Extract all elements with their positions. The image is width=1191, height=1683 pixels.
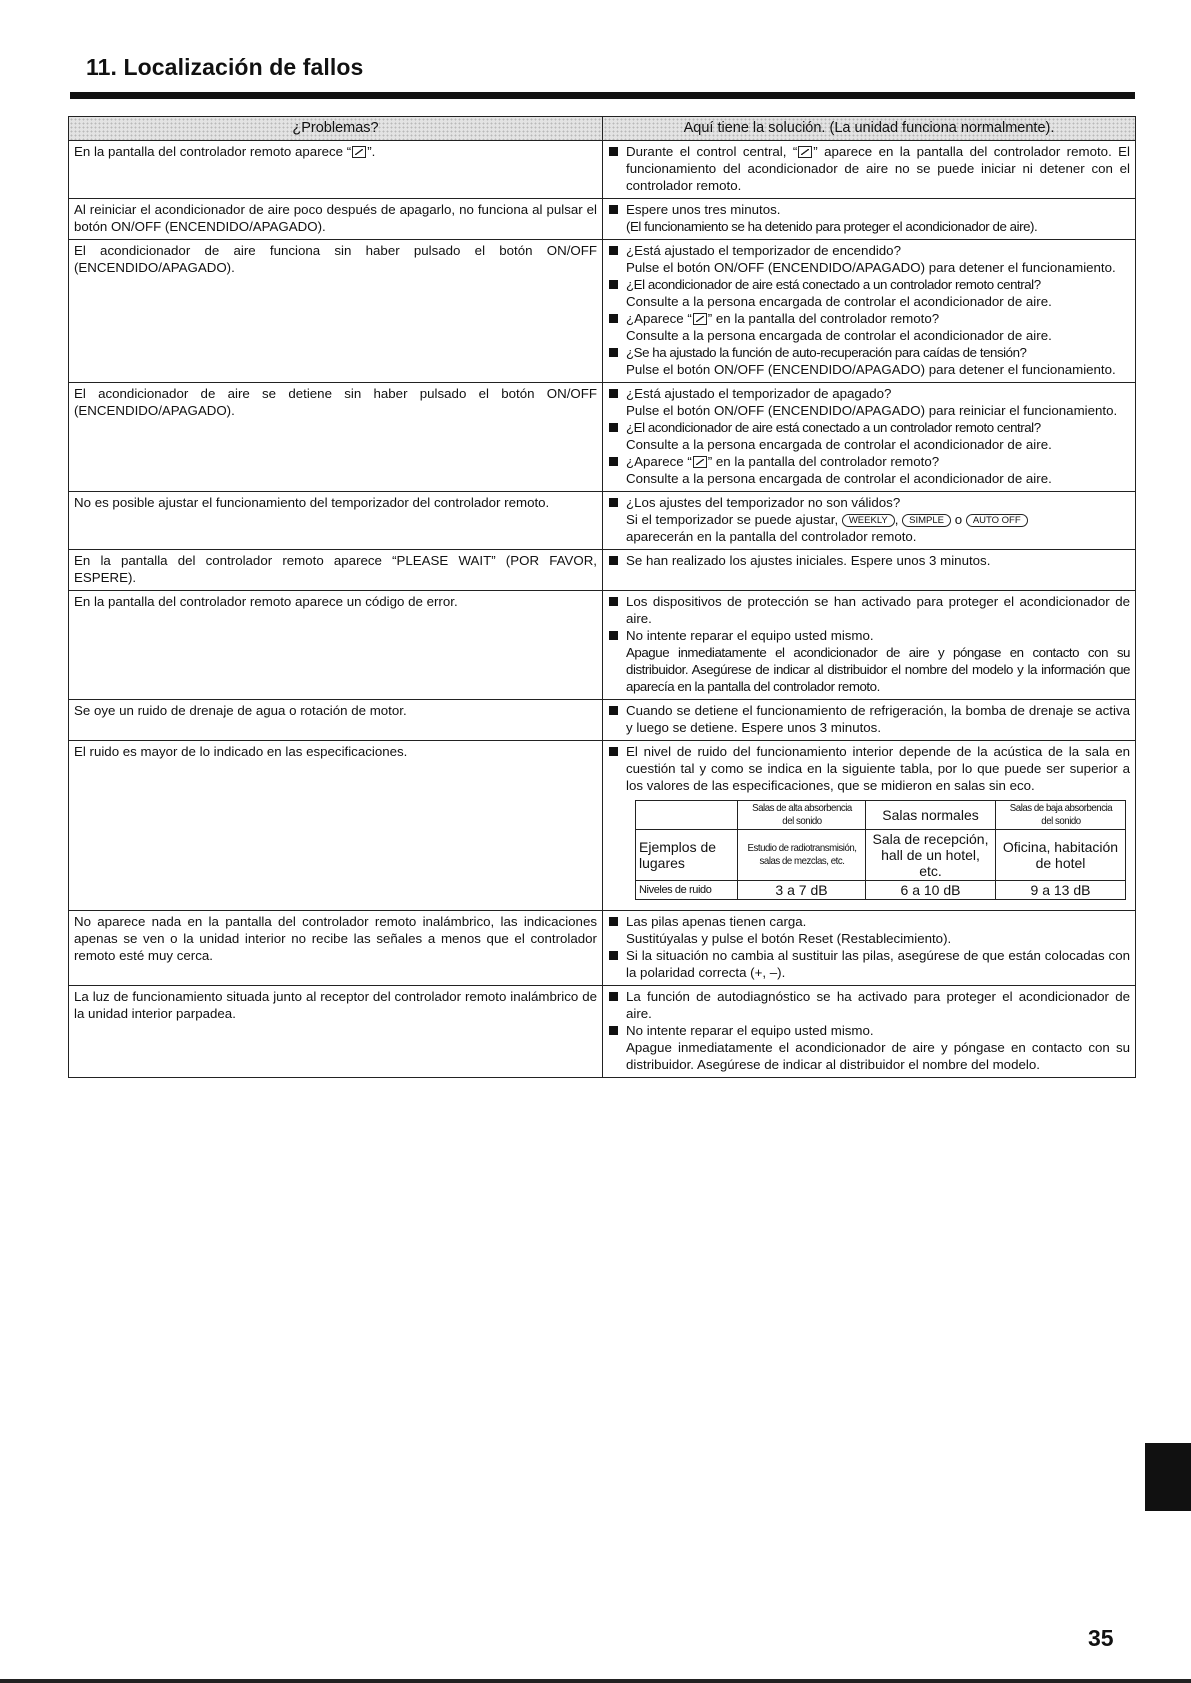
noise-col-normal: Salas normales bbox=[866, 801, 996, 830]
problem-cell: El acondicionador de aire se detiene sin haber pulsado el botón ON/OFF (ENCENDIDO/APAGADO). bbox=[69, 383, 603, 492]
page-number: 35 bbox=[1088, 1625, 1114, 1651]
header-solution: Aquí tiene la solución. (La unidad funciona normalmente). bbox=[603, 117, 1136, 141]
central-control-icon bbox=[693, 313, 707, 325]
header-problems: ¿Problemas? bbox=[69, 117, 603, 141]
noise-examples-row bbox=[636, 830, 1126, 881]
table-row bbox=[69, 383, 1136, 492]
page-title: 11. Localización de fallos bbox=[86, 54, 364, 80]
problem-text: ”. bbox=[367, 144, 376, 159]
solution-detail: Apague inmediatamente el acondicionador de aire y póngase en contacto con su distribuidor. Asegúrese de indicar al distribuidor el nombre del modelo y la información que aparecía en la pantalla del controlador remoto. bbox=[626, 645, 1130, 694]
table-header-row bbox=[69, 117, 1136, 141]
noise-col-low-absorption: Salas de baja absorbencia del sonido bbox=[1001, 801, 1121, 830]
problem-cell: En la pantalla del controlador remoto aparece un código de error. bbox=[69, 591, 603, 700]
problem-cell: No aparece nada en la pantalla del controlador remoto inalámbrico, las indicaciones apenas se ven o la unidad interior no recibe las señales a menos que el controlador remoto esté muy cerca. bbox=[69, 911, 603, 986]
solution-cell bbox=[603, 240, 1136, 383]
solution-cell bbox=[603, 141, 1136, 199]
empty-cell bbox=[636, 801, 738, 830]
table-row bbox=[69, 741, 1136, 911]
section-edge-tab bbox=[1145, 1443, 1191, 1511]
solution-cell bbox=[603, 911, 1136, 986]
noise-col-high-absorption: Salas de alta absorbencia del sonido bbox=[743, 801, 861, 830]
problem-cell: El acondicionador de aire funciona sin haber pulsado el botón ON/OFF (ENCENDIDO/APAGADO). bbox=[69, 240, 603, 383]
table-row bbox=[69, 591, 1136, 700]
solution-item: No intente reparar el equipo usted mismo. bbox=[608, 1022, 1130, 1039]
solution-item: ¿Aparece “ ” en la pantalla del controlador remoto? bbox=[608, 310, 1130, 327]
solution-item: ¿Se ha ajustado la función de auto-recuperación para caídas de tensión? bbox=[608, 344, 1130, 361]
problem-cell: La luz de funcionamiento situada junto al receptor del controlador remoto inalámbrico de la unidad interior parpadea. bbox=[69, 986, 603, 1078]
solution-item: Cuando se detiene el funcionamiento de refrigeración, la bomba de drenaje se activa y luego se detiene. Espere unos 3 minutos. bbox=[608, 702, 1130, 736]
auto-off-indicator: AUTO OFF bbox=[966, 514, 1028, 527]
example-low: Oficina, habitación de hotel bbox=[996, 830, 1126, 881]
title-rule bbox=[70, 92, 1135, 99]
solution-item: ¿El acondicionador de aire está conectado a un controlador remoto central? bbox=[608, 276, 1130, 293]
table-row bbox=[69, 550, 1136, 591]
solution-item: ¿Los ajustes del temporizador no son válidos? bbox=[608, 494, 1130, 511]
level-normal: 6 a 10 dB bbox=[866, 881, 996, 900]
solution-detail: Consulte a la persona encargada de controlar el acondicionador de aire. bbox=[626, 294, 1052, 309]
table-row bbox=[69, 911, 1136, 986]
solution-cell bbox=[603, 383, 1136, 492]
table-row bbox=[69, 492, 1136, 550]
solution-detail: aparecerán en la pantalla del controlador remoto. bbox=[626, 529, 917, 544]
problem-cell: En la pantalla del controlador remoto aparece “PLEASE WAIT” (POR FAVOR, ESPERE). bbox=[69, 550, 603, 591]
problem-cell: Al reiniciar el acondicionador de aire poco después de apagarlo, no funciona al pulsar el botón ON/OFF (ENCENDIDO/APAGADO). bbox=[69, 199, 603, 240]
table-row bbox=[69, 199, 1136, 240]
examples-label: Ejemplos de lugares bbox=[636, 830, 738, 881]
solution-cell bbox=[603, 492, 1136, 550]
solution-detail: Consulte a la persona encargada de controlar el acondicionador de aire. bbox=[626, 437, 1052, 452]
solution-item: Las pilas apenas tienen carga. bbox=[608, 913, 1130, 930]
table-row bbox=[69, 240, 1136, 383]
example-high: Estudio de radiotransmisión, salas de mezclas, etc. bbox=[743, 830, 861, 881]
problem-cell: Se oye un ruido de drenaje de agua o rotación de motor. bbox=[69, 700, 603, 741]
solution-item: ¿El acondicionador de aire está conectado a un controlador remoto central? bbox=[608, 419, 1130, 436]
solution-item: El nivel de ruido del funcionamiento interior depende de la acústica de la sala en cuestión tal y como se indica en la siguiente tabla, por lo que puede ser superior a los valores de las especificaciones, que se midieron en salas sin eco. bbox=[608, 743, 1130, 794]
solution-item: Si la situación no cambia al sustituir las pilas, asegúrese de que están colocadas con la polaridad correcta (+, –). bbox=[608, 947, 1130, 981]
problem-cell: El ruido es mayor de lo indicado en las especificaciones. bbox=[69, 741, 603, 911]
solution-detail: Pulse el botón ON/OFF (ENCENDIDO/APAGADO) para detener el funcionamiento. bbox=[626, 362, 1116, 377]
solution-item: ¿Aparece “ ” en la pantalla del controlador remoto? bbox=[608, 453, 1130, 470]
solution-item: Espere unos tres minutos. bbox=[608, 201, 1130, 218]
solution-item: No intente reparar el equipo usted mismo. bbox=[608, 627, 1130, 644]
central-control-icon bbox=[693, 456, 707, 468]
solution-cell bbox=[603, 986, 1136, 1078]
solution-detail: (El funcionamiento se ha detenido para proteger el acondicionador de aire). bbox=[626, 219, 1038, 234]
table-row bbox=[69, 141, 1136, 199]
solution-detail: Apague inmediatamente el acondicionador de aire y póngase en contacto con su distribuidor. Asegúrese de indicar al distribuidor el nombre del modelo. bbox=[626, 1040, 1130, 1072]
example-normal: Sala de recepción, hall de un hotel, etc. bbox=[866, 830, 996, 881]
solution-detail: Pulse el botón ON/OFF (ENCENDIDO/APAGADO) para reiniciar el funcionamiento. bbox=[626, 403, 1118, 418]
level-high: 3 a 7 dB bbox=[738, 881, 866, 900]
simple-indicator: SIMPLE bbox=[902, 514, 951, 527]
central-control-icon bbox=[352, 146, 366, 158]
solution-detail: Consulte a la persona encargada de controlar el acondicionador de aire. bbox=[626, 471, 1052, 486]
levels-label: Niveles de ruido bbox=[636, 881, 738, 900]
solution-cell bbox=[603, 199, 1136, 240]
noise-levels-row bbox=[636, 881, 1126, 900]
problem-cell bbox=[69, 141, 603, 199]
solution-item: ¿Está ajustado el temporizador de encendido? bbox=[608, 242, 1130, 259]
solution-item: ¿Está ajustado el temporizador de apagado? bbox=[608, 385, 1130, 402]
table-row bbox=[69, 700, 1136, 741]
solution-cell bbox=[603, 591, 1136, 700]
noise-level-table bbox=[635, 800, 1126, 900]
problem-cell: No es posible ajustar el funcionamiento del temporizador del controlador remoto. bbox=[69, 492, 603, 550]
troubleshooting-table bbox=[68, 116, 1136, 1078]
central-control-icon bbox=[798, 146, 812, 158]
solution-cell bbox=[603, 700, 1136, 741]
table-row bbox=[69, 986, 1136, 1078]
solution-cell bbox=[603, 741, 1136, 911]
noise-header-row bbox=[636, 801, 1126, 830]
solution-cell bbox=[603, 550, 1136, 591]
solution-item: Se han realizado los ajustes iniciales. Espere unos 3 minutos. bbox=[608, 552, 1130, 569]
solution-detail: Pulse el botón ON/OFF (ENCENDIDO/APAGADO) para detener el funcionamiento. bbox=[626, 260, 1116, 275]
solution-item: La función de autodiagnóstico se ha activado para proteger el acondicionador de aire. bbox=[608, 988, 1130, 1022]
level-low: 9 a 13 dB bbox=[996, 881, 1126, 900]
solution-detail: Consulte a la persona encargada de controlar el acondicionador de aire. bbox=[626, 328, 1052, 343]
solution-item: Durante el control central, “ ” aparece en la pantalla del controlador remoto. El funcionamiento del acondicionador de aire no se puede iniciar ni detener con el controlador remoto. bbox=[608, 143, 1130, 194]
problem-text: En la pantalla del controlador remoto aparece “ bbox=[74, 144, 352, 159]
solution-detail: Sustitúyalas y pulse el botón Reset (Restablecimiento). bbox=[626, 931, 952, 946]
solution-detail: Si el temporizador se puede ajustar, WEEKLY , SIMPLE o AUTO OFF bbox=[608, 511, 1130, 528]
weekly-indicator: WEEKLY bbox=[842, 514, 895, 527]
solution-item: Los dispositivos de protección se han activado para proteger el acondicionador de aire. bbox=[608, 593, 1130, 627]
bottom-rule bbox=[0, 1679, 1191, 1683]
